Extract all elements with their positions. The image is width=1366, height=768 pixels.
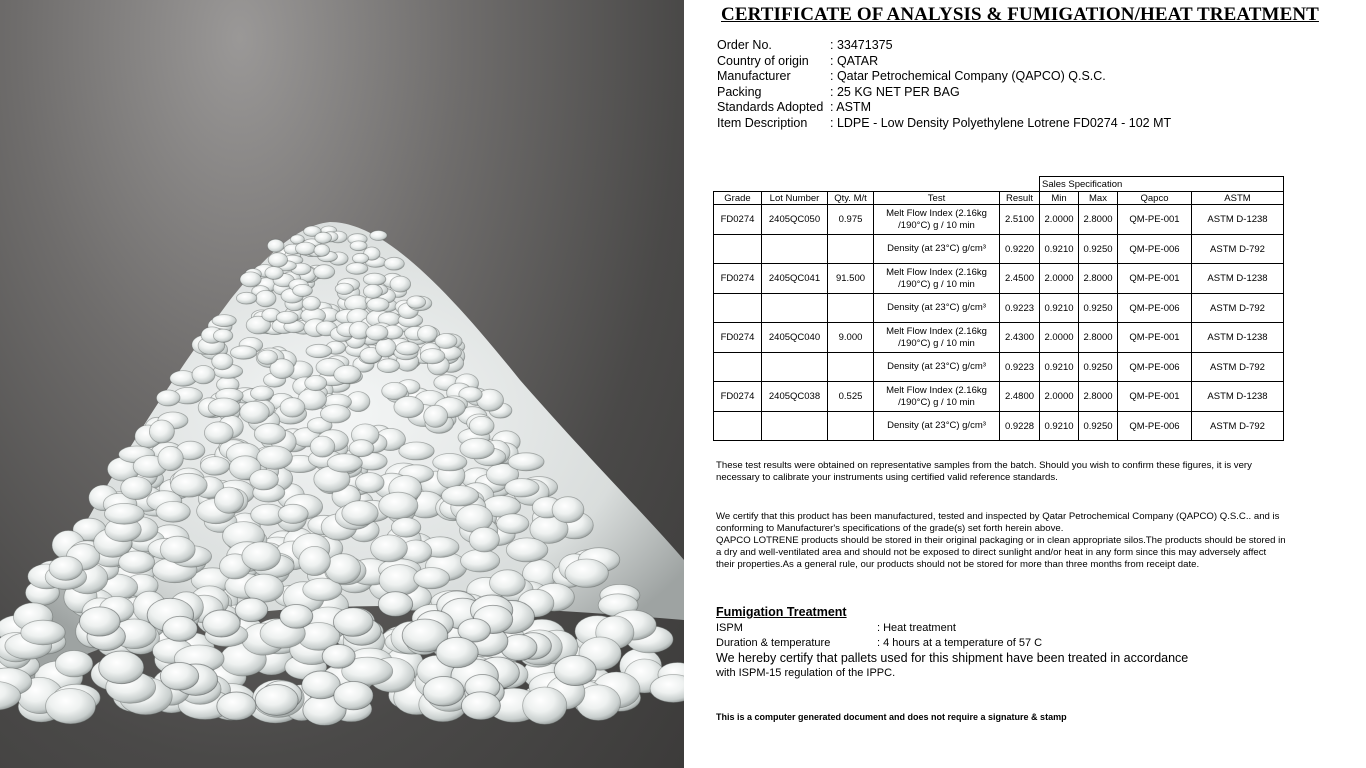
pellet [407,296,426,308]
pellet [280,604,313,628]
table-cell [762,353,828,382]
pellet [160,662,198,690]
fumigation-certify-line: We hereby certify that pallets used for this shipment have been treated in accordance [716,651,1189,665]
table-cell: 0.9228 [1000,412,1040,441]
info-row-country [717,54,1171,70]
pellet [371,535,408,562]
pellet [49,556,82,580]
table-cell: 2.5100 [1000,205,1040,235]
pellet [208,398,240,417]
pellet [461,692,500,720]
pellet [258,350,278,364]
table-cell: 2.8000 [1079,205,1118,235]
table-cell: QM-PE-006 [1118,353,1192,382]
table-cell: 0.9210 [1040,412,1079,441]
pellet [46,689,96,724]
pellet [423,676,464,706]
column-header: Max [1079,192,1118,205]
pellet [366,325,388,340]
pellet [156,501,190,522]
pellet [333,608,373,637]
pellet [214,487,243,513]
table-cell: QM-PE-006 [1118,412,1192,441]
pellet [390,276,411,292]
table-cell: Melt Flow Index (2.16kg /190°C) g / 10 min [874,382,1000,412]
table-cell: 2405QC038 [762,382,828,412]
column-header: Lot Number [762,192,828,205]
pellet [435,334,457,349]
pellet [204,422,233,444]
column-header: Grade [714,192,762,205]
fumigation-block [716,621,1188,681]
table-cell: 0.9250 [1079,412,1118,441]
pellet [278,504,308,523]
table-cell: QM-PE-006 [1118,235,1192,264]
pellet [379,492,418,519]
pellet [257,446,293,469]
info-row-packing [717,85,1171,101]
table-cell: 2.4500 [1000,264,1040,294]
pellet [306,344,332,357]
pellet [523,687,567,724]
pellet [320,405,350,423]
table-cell: 2.0000 [1040,323,1079,353]
pellet [417,326,437,343]
pellet [235,598,268,622]
pellet [293,284,313,296]
info-value: : 25 KG NET PER BAG [830,84,960,99]
table-cell [762,294,828,323]
table-cell [714,353,762,382]
table-cell: 2.8000 [1079,382,1118,412]
table-cell: 0.9210 [1040,294,1079,323]
column-header: Qty. M/t [828,192,874,205]
table-cell: QM-PE-001 [1118,323,1192,353]
pellet [394,396,424,417]
info-label: Order No. [717,38,772,52]
column-header: Qapco [1118,192,1192,205]
pellet [242,542,281,571]
table-cell: ASTM D-1238 [1192,382,1284,412]
table-cell: Density (at 23°C) g/cm³ [874,294,1000,323]
table-row [714,382,1284,412]
table-cell [714,235,762,264]
pellet [156,390,180,406]
pellet [302,297,320,311]
table-cell: FD0274 [714,264,762,294]
pellet [414,568,450,589]
pellet [349,440,374,457]
table-cell: 2405QC040 [762,323,828,353]
table-cell: 0.975 [828,205,874,235]
pellet [250,469,279,490]
pellet [335,283,353,294]
pellet [396,342,420,355]
pellet [256,290,276,306]
pellet [367,298,389,312]
pellet [213,329,232,342]
table-row [714,353,1284,382]
pellet [236,292,256,304]
info-value: : Qatar Petrochemical Company (QAPCO) Q.S.C. [830,69,1106,83]
pellet [552,497,584,523]
pellet [315,232,332,243]
info-value: : QATAR [830,53,879,68]
fumigation-label: ISPM [716,622,743,634]
sales-spec-header-row [714,177,1284,192]
table-cell: ASTM D-1238 [1192,264,1284,294]
table-cell: ASTM D-792 [1192,412,1284,441]
table-cell: 9.000 [828,323,874,353]
fumigation-value: : 4 hours at a temperature of 57 C [877,637,1043,649]
pellet [469,416,494,435]
info-value: : 33471375 [830,38,893,52]
pellet [149,420,174,443]
pellet [80,607,121,636]
pellet [334,365,361,383]
pellet [295,242,315,255]
order-info-block [717,38,1171,131]
table-cell: Melt Flow Index (2.16kg /190°C) g / 10 min [874,205,1000,235]
pellet [391,518,420,538]
pellet [384,257,404,270]
pellet [370,231,387,241]
pellet [506,538,548,562]
pellet [192,366,215,384]
table-cell: FD0274 [714,382,762,412]
pellet [356,473,385,493]
pellet [265,266,283,279]
table-cell: QM-PE-001 [1118,382,1192,412]
pellet [363,284,382,298]
table-cell: QM-PE-006 [1118,294,1192,323]
pellet [433,454,467,471]
column-header: Min [1040,192,1079,205]
pellet [280,398,305,417]
table-cell: Density (at 23°C) g/cm³ [874,353,1000,382]
pellet [305,376,327,391]
info-label: Standards Adopted [717,100,824,114]
pellet [212,353,233,370]
table-cell: 0.9250 [1079,353,1118,382]
document-title: CERTIFICATE OF ANALYSIS & FUMIGATION/HEAT TREATMENT [721,4,1319,25]
fumigation-value: : Heat treatment [877,622,956,634]
pellet [55,651,93,677]
pellet [267,239,284,252]
storage-paragraph: QAPCO LOTRENE products should be stored in their original packaging or in clean appropriate silos.The products should be stored in a dry and well-ventilated area and should not be exposed to direct sunlight and/or heat in any form since this may adversely affect their properties.As a general rule, our products should not be stored for more than three months from receipt date. [716,535,1286,570]
pellet [314,244,330,256]
info-row-manufacturer [717,69,1171,85]
pellet [160,536,195,563]
table-cell: FD0274 [714,323,762,353]
certification-statement [716,511,1286,571]
info-row-standards [717,100,1171,116]
certification-paragraph: We certify that this product has been manufactured, tested and inspected by Qatar Petrochemical Company (QAPCO) Q.S.C.. and is conforming to Manufacturer's specifications of the grade(s) set forth herein above. [716,511,1280,534]
table-cell: QM-PE-001 [1118,205,1192,235]
pellet [363,273,386,285]
pellet [310,436,335,457]
pellet [442,486,479,506]
table-cell [762,412,828,441]
table-row [714,412,1284,441]
table-header-row [714,192,1284,205]
column-header: ASTM [1192,192,1284,205]
table-row [714,235,1284,264]
table-cell [762,235,828,264]
table-cell: ASTM D-1238 [1192,205,1284,235]
pellet [460,438,494,459]
sales-spec-label: Sales Specification [1040,177,1284,192]
pellet [240,272,261,287]
table-cell: 0.9210 [1040,235,1079,264]
pellet [565,559,608,587]
table-cell: 2.0000 [1040,264,1079,294]
pellet [490,570,526,596]
pellet [469,527,499,552]
table-cell [828,235,874,264]
table-cell: Melt Flow Index (2.16kg /190°C) g / 10 min [874,264,1000,294]
pellet [201,457,230,476]
pellet [424,405,448,427]
pellet [461,549,500,572]
info-row-order [717,38,1171,54]
table-row [714,323,1284,353]
table-cell: 0.9223 [1000,353,1040,382]
pellet [276,311,298,323]
calibration-note: These test results were obtained on representative samples from the batch. Should you wish to confirm these figures, it is very necessary to calibrate your instruments using certified valid reference standards. [716,460,1252,483]
table-cell: ASTM D-792 [1192,353,1284,382]
document-footer: This is a computer generated document and does not require a signature & stamp [716,712,1067,722]
pellet [350,241,367,251]
pellet [322,644,355,668]
table-cell: 0.9223 [1000,294,1040,323]
pellet [327,454,362,472]
pellet [250,386,273,401]
table-cell: 2.4300 [1000,323,1040,353]
column-header: Result [1000,192,1040,205]
info-label: Manufacturer [717,69,791,83]
pellet [171,473,208,497]
pellet [346,263,368,275]
table-cell: 0.9250 [1079,294,1118,323]
certificate-document [700,0,1366,768]
table-cell: 2.8000 [1079,323,1118,353]
table-cell: 0.9220 [1000,235,1040,264]
table-cell [828,412,874,441]
table-cell: Density (at 23°C) g/cm³ [874,235,1000,264]
pellet [334,681,373,709]
pellet [376,338,396,357]
table-cell: 2405QC050 [762,205,828,235]
pellet [508,453,544,471]
table-cell: 2.8000 [1079,264,1118,294]
pellet [203,610,241,637]
table-cell: 0.9210 [1040,353,1079,382]
table-cell: 2.4800 [1000,382,1040,412]
info-value: : LDPE - Low Density Polyethylene Lotrene FD0274 - 102 MT [830,115,1172,130]
pellet [497,514,529,534]
pellet [399,442,434,460]
test-results-table [713,176,1284,441]
pellet [342,501,378,526]
table-row [714,264,1284,294]
pellet [299,546,331,575]
table-cell: 0.9250 [1079,235,1118,264]
pellet [255,685,298,716]
pellet [314,265,335,279]
table-cell: 2405QC041 [762,264,828,294]
table-cell: QM-PE-001 [1118,264,1192,294]
pellet [554,655,596,685]
pellet [436,637,478,667]
table-cell: 91.500 [828,264,874,294]
pellet [104,503,144,524]
pellet [420,349,445,364]
table-cell: 2.0000 [1040,382,1079,412]
pellet [158,446,183,470]
fumigation-row-ispm [716,621,1188,636]
pellet [212,315,236,327]
pellet [377,359,399,373]
pellet [254,423,285,444]
pellet [230,346,256,359]
pellet [268,253,287,267]
table-cell [714,294,762,323]
column-header: Test [874,192,1000,205]
pellet [163,616,198,641]
pellet [240,401,270,423]
table-cell: ASTM D-792 [1192,294,1284,323]
table-cell [828,353,874,382]
info-label: Packing [717,84,762,99]
table-cell: Density (at 23°C) g/cm³ [874,412,1000,441]
table-cell: 2.0000 [1040,205,1079,235]
fumigation-label: Duration & temperature [716,637,831,649]
fumigation-certify-line: with ISPM-15 regulation of the IPPC. [716,667,896,679]
table-cell [828,294,874,323]
pellet [121,477,152,500]
table-cell: Melt Flow Index (2.16kg /190°C) g / 10 min [874,323,1000,353]
table-row [714,205,1284,235]
info-label: Country of origin [717,53,809,68]
pellet [505,479,539,497]
table-cell [714,412,762,441]
info-label: Item Description [717,115,808,130]
pellet [352,253,368,263]
table-cell: FD0274 [714,205,762,235]
pellet [21,620,65,645]
table-cell: ASTM D-1238 [1192,323,1284,353]
table-row [714,294,1284,323]
pellet [378,592,412,617]
pellet [217,692,256,720]
fumigation-row-duration [716,636,1188,651]
info-row-item-description [717,116,1171,132]
info-value: : ASTM [830,100,871,114]
fumigation-title: Fumigation Treatment [716,605,847,619]
pellet [119,551,155,573]
table-cell: 0.525 [828,382,874,412]
table-cell: ASTM D-792 [1192,235,1284,264]
pellet [99,651,144,684]
